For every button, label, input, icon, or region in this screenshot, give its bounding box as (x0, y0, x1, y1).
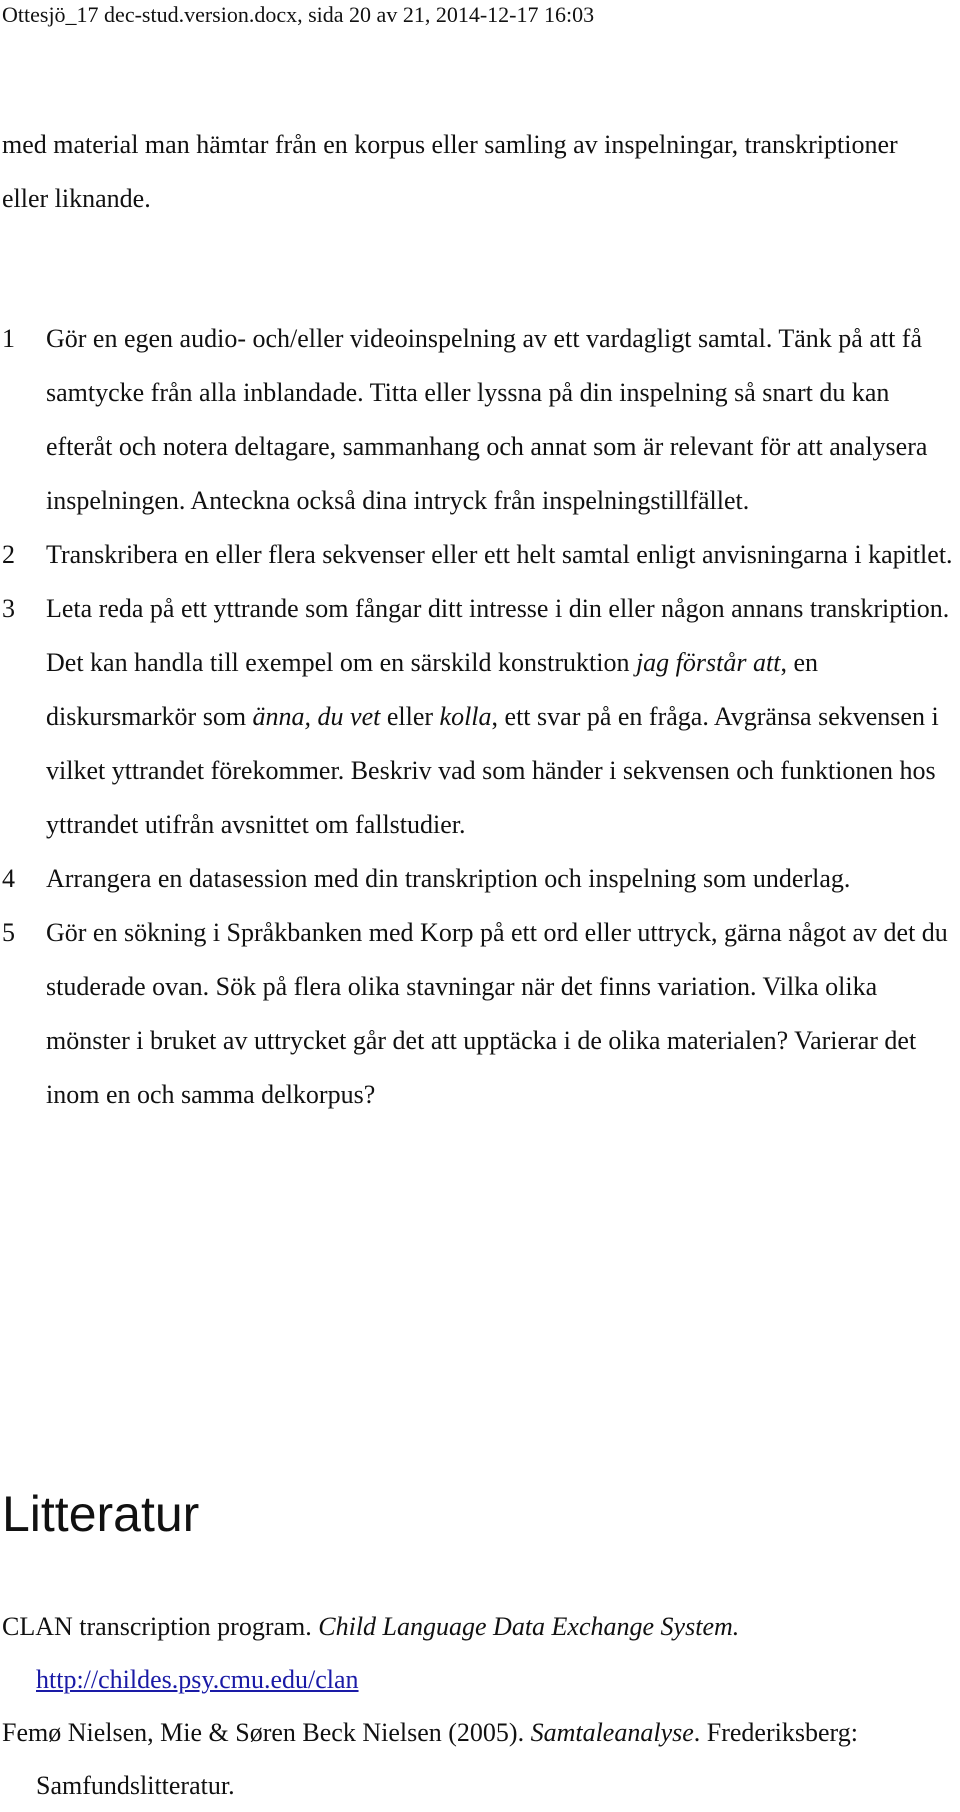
exercise-item-5 (0, 906, 956, 1122)
example-construction: jag förstår att (635, 648, 781, 677)
reference-item-femo-nielsen (0, 1706, 956, 1812)
exercise-text: Gör en sökning i Språkbanken med Korp på ett ord eller uttryck, gärna något av det du studerade ovan. Sök på flera olika stavningar när det finns variation. Vilka olika mönster i bruket av uttrycket går det att upptäcka i de olika materialen? Varierar det inom en och samma delkorpus? (46, 918, 948, 1109)
exercise-text: Transkribera en eller flera sekvenser eller ett helt samtal enligt anvisningarna i kapitlet. (46, 540, 953, 569)
exercise-text-part: Leta reda på ett yttrande som fångar ditt intresse i din eller någon annans transkription. Det kan handla till exempel om en särskild konstruktion (46, 594, 950, 677)
exercise-item-4 (0, 852, 956, 906)
literature-heading: Litteratur (2, 1486, 200, 1542)
exercise-text-part: , en diskursmarkör som (46, 648, 818, 731)
exercise-list (0, 312, 956, 1122)
exercise-number: 1 (2, 324, 15, 353)
reference-text: CLAN transcription program. (2, 1612, 319, 1641)
exercise-text-part: eller (380, 702, 440, 731)
exercise-number: 3 (2, 594, 15, 623)
exercise-text: Arrangera en datasession med din transkription och inspelning som underlag. (46, 864, 851, 893)
exercise-text (46, 582, 956, 852)
exercise-number: 4 (2, 864, 15, 893)
example-kolla: kolla (439, 702, 492, 731)
exercise-text: Gör en egen audio- och/eller videoinspelning av ett vardagligt samtal. Tänk på att få samtycke från alla inblandade. Titta eller lyssna på din inspelning så snart du kan efteråt och notera deltagare, sammanhang och annat som är relevant för att analysera inspelningen. Anteckna också dina intryck från inspelningstillfället. (46, 324, 928, 515)
reference-title: Samtaleanalyse (530, 1718, 694, 1747)
example-discourse-marker: änna, du vet (252, 702, 381, 731)
exercise-number: 2 (2, 540, 15, 569)
exercise-item-2 (0, 528, 956, 582)
page-header: Ottesjö_17 dec-stud.version.docx, sida 20 av 21, 2014-12-17 16:03 (2, 2, 595, 27)
clan-link[interactable]: http://childes.psy.cmu.edu/clan (36, 1665, 359, 1694)
exercise-item-3 (0, 582, 956, 852)
exercise-text-part: , ett svar på en fråga. Avgränsa sekvensen i vilket yttrandet förekommer. Beskriv vad som händer i sekvensen och funktionen hos yttrandet utifrån avsnittet om fallstudier. (46, 702, 939, 839)
reference-list (0, 1600, 956, 1812)
reference-publisher: . Frederiksberg: Samfundslitteratur. (36, 1718, 858, 1800)
exercise-item-1 (0, 312, 956, 528)
reference-title: Child Language Data Exchange System. (318, 1612, 740, 1641)
reference-item-clan (0, 1600, 956, 1706)
exercise-number: 5 (2, 918, 15, 947)
intro-paragraph: med material man hämtar från en korpus eller samling av inspelningar, transkriptioner eller liknande. (2, 130, 898, 213)
reference-text: Femø Nielsen, Mie & Søren Beck Nielsen (2005). (2, 1718, 531, 1747)
